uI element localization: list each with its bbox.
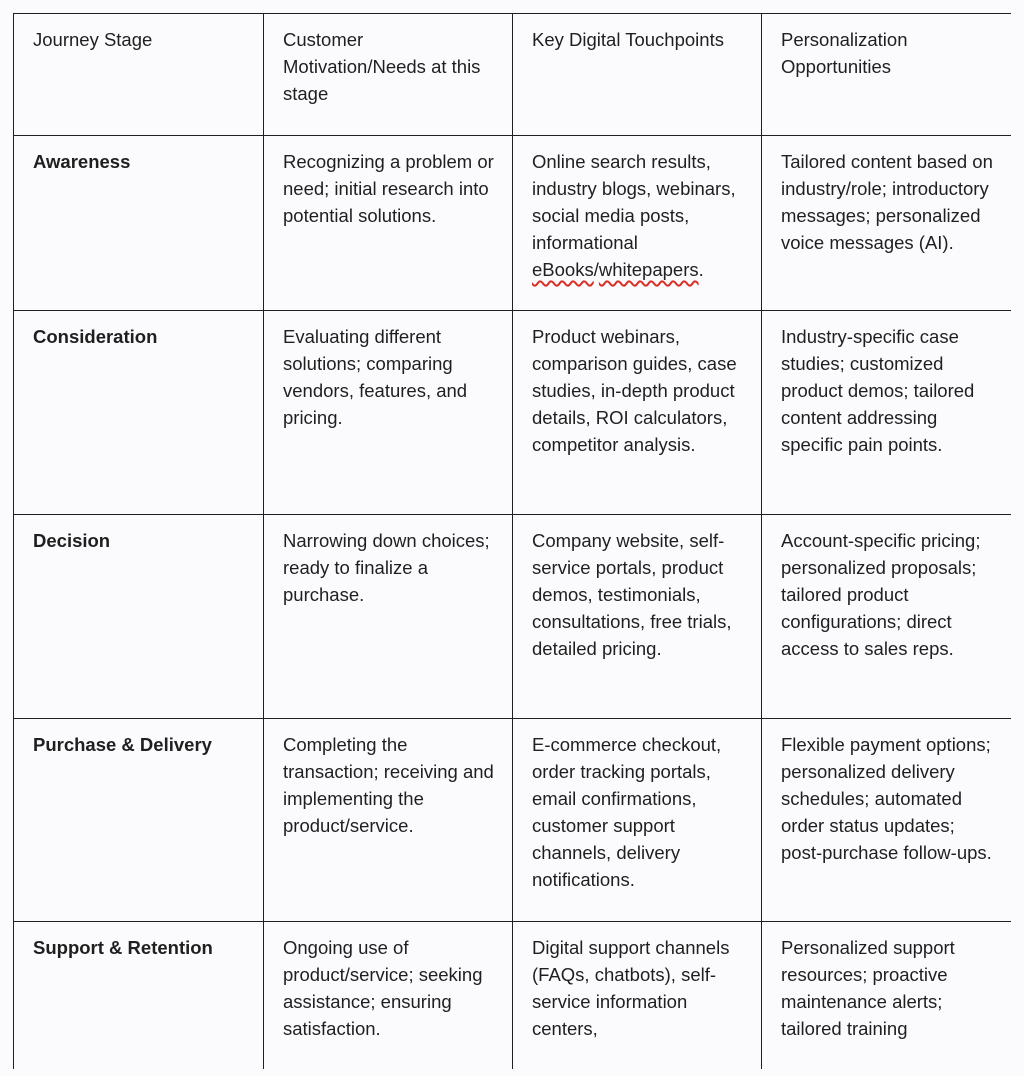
header-digital-touchpoints: Key Digital Touchpoints (513, 14, 762, 136)
personalization-cell: Account-specific pricing; personalized proposals; tailored product configurations; direct access to sales reps. (762, 515, 1012, 719)
table-row (14, 311, 1012, 515)
stage-cell: Awareness (14, 136, 264, 311)
touchpoints-cell: Company website, self-service portals, product demos, testimonials, consultations, free trials, detailed pricing. (513, 515, 762, 719)
personalization-cell: Personalized support resources; proactive maintenance alerts; tailored training (762, 922, 1012, 1070)
motivation-cell: Evaluating different solutions; comparing vendors, features, and pricing. (264, 311, 513, 515)
motivation-cell: Ongoing use of product/service; seeking assistance; ensuring satisfaction. (264, 922, 513, 1070)
personalization-cell: Industry-specific case studies; customized product demos; tailored content addressing specific pain points. (762, 311, 1012, 515)
journey-table-container (13, 13, 1011, 1069)
table-row (14, 136, 1012, 311)
table-row (14, 922, 1012, 1070)
touchpoints-cell: E-commerce checkout, order tracking portals, email confirmations, customer support channels, delivery notifications. (513, 719, 762, 922)
personalization-cell: Tailored content based on industry/role; introductory messages; personalized voice messages (AI). (762, 136, 1012, 311)
journey-table (13, 13, 1011, 1069)
touchpoints-cell: Digital support channels (FAQs, chatbots), self-service information centers, (513, 922, 762, 1070)
table-header-row (14, 14, 1012, 136)
touchpoints-separator: / (593, 259, 599, 280)
stage-cell: Decision (14, 515, 264, 719)
table-row (14, 719, 1012, 922)
motivation-cell: Narrowing down choices; ready to finalize a purchase. (264, 515, 513, 719)
header-customer-motivation: Customer Motivation/Needs at this stage (264, 14, 513, 136)
header-personalization: Personalization Opportunities (762, 14, 1012, 136)
stage-cell: Support & Retention (14, 922, 264, 1070)
stage-cell: Purchase & Delivery (14, 719, 264, 922)
spellcheck-flagged-word[interactable]: whitepapers (598, 259, 699, 280)
spellcheck-flagged-word[interactable]: eBooks (532, 259, 594, 280)
header-journey-stage: Journey Stage (14, 14, 264, 136)
touchpoints-text: Online search results, industry blogs, webinars, social media posts, informational (532, 151, 736, 253)
table-row (14, 515, 1012, 719)
stage-cell: Consideration (14, 311, 264, 515)
touchpoints-cell: Product webinars, comparison guides, case studies, in-depth product details, ROI calculators, competitor analysis. (513, 311, 762, 515)
touchpoints-suffix: . (698, 259, 704, 280)
touchpoints-cell (513, 136, 762, 311)
motivation-cell: Completing the transaction; receiving and implementing the product/service. (264, 719, 513, 922)
personalization-cell: Flexible payment options; personalized delivery schedules; automated order status updates; post-purchase follow-ups. (762, 719, 1012, 922)
motivation-cell: Recognizing a problem or need; initial research into potential solutions. (264, 136, 513, 311)
